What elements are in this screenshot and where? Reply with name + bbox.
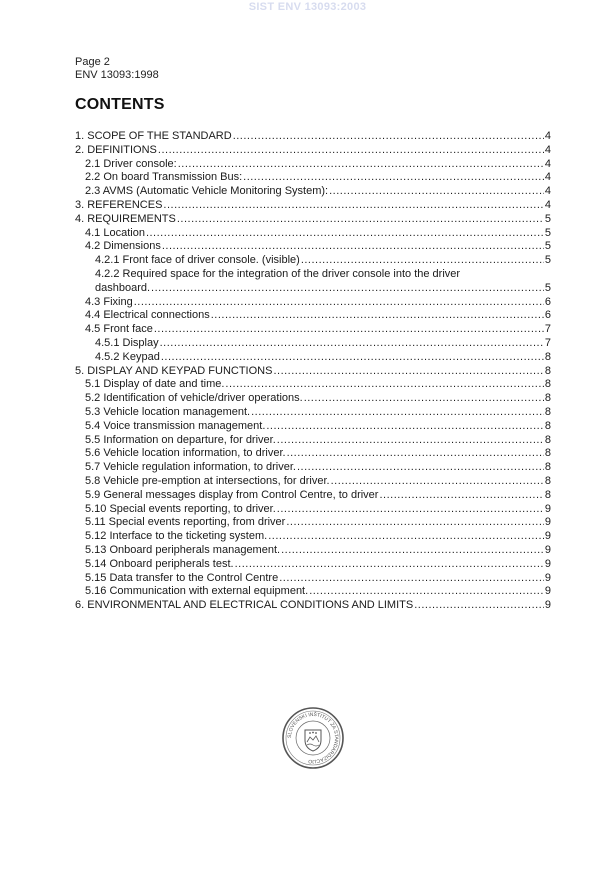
toc-entry[interactable]: 4.3 Fixing ..... 6 [75,296,551,310]
toc-entry[interactable]: 5.14 Onboard peripherals test. ..... 9 [75,558,551,572]
toc-entry[interactable]: dashboard. ..... 5 [75,282,551,296]
toc-entry[interactable]: 5.15 Data transfer to the Control Centre ..... 9 [75,572,551,586]
svg-text:SLOVENSKI INŠTITUT ZA STANDARD [287,711,339,764]
toc-entry[interactable]: 4.4 Electrical connections ..... 6 [75,309,551,323]
page-title: CONTENTS [75,96,165,113]
toc-entry[interactable]: 5.9 General messages display from Control Centre, to driver ..... 8 [75,489,551,503]
toc-entry[interactable]: 5.16 Communication with external equipment. ..... 9 [75,585,551,599]
toc-entry[interactable]: 1. SCOPE OF THE STANDARD ..... 4 [75,130,551,144]
toc-entry[interactable]: 5.13 Onboard peripherals management. ..... 9 [75,544,551,558]
toc-entry[interactable]: 4.2.1 Front face of driver console. (visible) ..... 5 [75,254,551,268]
toc-entry[interactable]: 6. ENVIRONMENTAL AND ELECTRICAL CONDITIONS AND LIMITS ..... 9 [75,599,551,613]
toc-entry[interactable]: 4.5.2 Keypad ..... 8 [75,351,551,365]
document-id: ENV 13093:1998 [75,69,159,81]
toc-entry[interactable]: 5.1 Display of date and time. ..... 8 [75,378,551,392]
official-seal-icon [281,706,345,770]
toc-entry[interactable]: 2.1 Driver console: ..... 4 [75,158,551,172]
toc-entry[interactable]: 4.1 Location ..... 5 [75,227,551,241]
table-of-contents [75,130,551,613]
toc-entry[interactable]: 4.5 Front face ..... 7 [75,323,551,337]
toc-entry[interactable]: 2. DEFINITIONS ..... 4 [75,144,551,158]
toc-entry[interactable]: 4.5.1 Display ..... 7 [75,337,551,351]
toc-entry[interactable]: 5. DISPLAY AND KEYPAD FUNCTIONS ..... 8 [75,365,551,379]
toc-entry[interactable]: 5.12 Interface to the ticketing system. ..... 9 [75,530,551,544]
toc-entry[interactable]: 5.10 Special events reporting, to driver. ..... 9 [75,503,551,517]
toc-entry[interactable]: 5.3 Vehicle location management. ..... 8 [75,406,551,420]
toc-entry[interactable]: 5.4 Voice transmission management. ..... 8 [75,420,551,434]
toc-entry[interactable]: 5.7 Vehicle regulation information, to driver. ..... 8 [75,461,551,475]
toc-entry-wrapped-line[interactable]: 4.2.2 Required space for the integration of the driver console into the driver [95,267,461,280]
toc-entry[interactable]: 5.11 Special events reporting, from driver ..... 9 [75,516,551,530]
watermark: SIST ENV 13093:2003 [248,1,367,13]
toc-entry[interactable]: 5.5 Information on departure, for driver. ..... 8 [75,434,551,448]
toc-entry[interactable]: 4.2 Dimensions ..... 5 [75,240,551,254]
toc-entry[interactable]: 5.2 Identification of vehicle/driver operations. ..... 8 [75,392,551,406]
toc-entry[interactable]: 5.8 Vehicle pre-emption at intersections, for driver. ..... 8 [75,475,551,489]
toc-entry[interactable]: 3. REFERENCES ..... 4 [75,199,551,213]
seal-ring-text: SLOVENSKI INŠTITUT ZA STANDARDIZACIJO [286,711,340,765]
toc-entry[interactable]: 2.2 On board Transmission Bus: ..... 4 [75,171,551,185]
page-label: Page 2 [75,56,110,68]
toc-entry[interactable]: 4. REQUIREMENTS ..... 5 [75,213,551,227]
toc-entry[interactable]: 5.6 Vehicle location information, to driver. ..... 8 [75,447,551,461]
toc-entry[interactable]: 2.3 AVMS (Automatic Vehicle Monitoring System): ..... 4 [75,185,551,199]
